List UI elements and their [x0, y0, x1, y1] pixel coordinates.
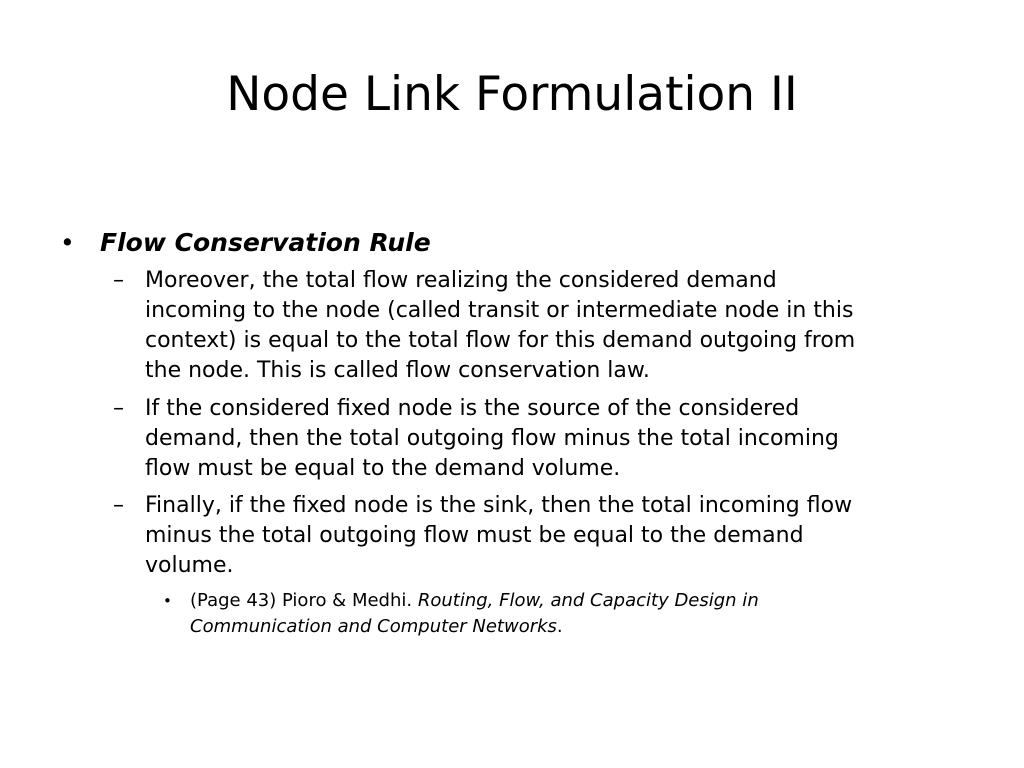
- dash-marker: –: [113, 268, 124, 293]
- book-title-part1: Routing, Flow, and Capacity Design in: [417, 590, 759, 611]
- text-line: context) is equal to the total flow for this demand outgoing from: [145, 328, 856, 353]
- sub-bullet-text: [145, 266, 995, 386]
- text-line: incoming to the node (called transit or intermediate node in this: [145, 298, 854, 323]
- sub-bullet-text: [145, 394, 995, 484]
- text-line: If the considered fixed node is the source of the considered: [145, 396, 800, 421]
- sub-bullet-text: [145, 491, 995, 581]
- text-line: minus the total outgoing flow must be equal to the demand: [145, 523, 804, 548]
- dash-marker: –: [113, 396, 124, 421]
- text-line: Moreover, the total flow realizing the considered demand: [145, 268, 777, 293]
- bullet-heading: Flow Conservation Rule: [100, 228, 431, 257]
- citation-prefix: (Page 43) Pioro & Medhi.: [190, 590, 418, 611]
- text-line: Finally, if the fixed node is the sink, then the total incoming flow: [145, 493, 853, 518]
- citation-suffix: .: [556, 616, 563, 637]
- slide-title: Node Link Formulation II: [226, 67, 798, 122]
- bullet-marker: •: [60, 228, 75, 257]
- citation-line: [190, 588, 980, 614]
- citation-line: [190, 614, 980, 640]
- text-line: flow must be equal to the demand volume.: [145, 456, 621, 481]
- text-line: demand, then the total outgoing flow minus the total incoming: [145, 426, 839, 451]
- reference-citation: [190, 588, 980, 640]
- text-line: the node. This is called flow conservation law.: [145, 358, 650, 383]
- book-title-part2: Communication and Computer Networks: [190, 616, 557, 637]
- reference-bullet-marker: •: [163, 592, 172, 610]
- text-line: volume.: [145, 553, 234, 578]
- dash-marker: –: [113, 493, 124, 518]
